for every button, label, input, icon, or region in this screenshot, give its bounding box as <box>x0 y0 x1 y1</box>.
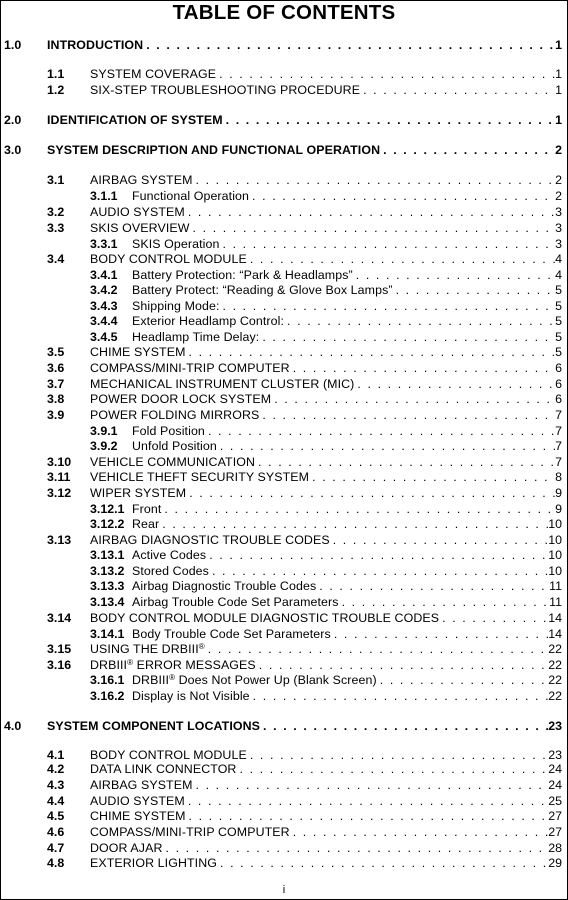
toc-number: 4.0 <box>4 719 22 733</box>
toc-number: 3.4.1 <box>90 268 118 282</box>
toc-number: 3.2 <box>47 205 65 219</box>
toc-page-number: 4 <box>555 268 562 282</box>
dot-leader <box>186 344 556 360</box>
toc-page-number: 2 <box>555 189 562 203</box>
toc-title: Airbag Diagnostic Trouble Codes <box>132 579 317 593</box>
toc-page-number: 3 <box>555 237 562 251</box>
toc-number: 4.7 <box>47 841 65 855</box>
toc-subitem <box>90 547 562 563</box>
toc-page-number: 10 <box>548 533 562 547</box>
toc-number: 3.8 <box>47 392 65 406</box>
dot-leader <box>393 282 556 298</box>
toc-title: BODY CONTROL MODULE <box>90 748 247 762</box>
toc-page-number: 11 <box>549 595 562 609</box>
dot-leader <box>284 313 555 329</box>
toc-number: 3.15 <box>47 642 72 656</box>
toc-page-number: 10 <box>548 548 562 562</box>
toc-number: 3.0 <box>4 143 22 157</box>
toc-title: Headlamp Time Delay: <box>132 330 260 344</box>
dot-leader <box>290 824 548 840</box>
toc-item <box>47 220 562 236</box>
dot-leader <box>220 298 556 314</box>
toc-title: AIRBAG SYSTEM <box>90 778 193 792</box>
toc-number: 3.1.1 <box>90 189 118 203</box>
toc-title: SYSTEM COVERAGE <box>90 67 217 81</box>
toc-number: 3.14 <box>47 611 72 625</box>
toc-title: SIX-STEP TROUBLESHOOTING PROCEDURE <box>90 83 361 97</box>
toc-page-number: 10 <box>548 564 562 578</box>
toc-title: Battery Protection: “Park & Headlamps” <box>132 268 353 282</box>
toc-title: VEHICLE COMMUNICATION <box>90 455 256 469</box>
toc-page-number: 22 <box>548 658 562 672</box>
toc-number: 3.1 <box>47 173 65 187</box>
toc-title: DRBIII® Does Not Power Up (Blank Screen) <box>132 673 377 687</box>
toc-page-number: 24 <box>548 762 562 776</box>
toc-item <box>47 376 562 392</box>
dot-leader <box>193 777 549 793</box>
toc-number: 1.0 <box>4 38 22 52</box>
toc-item <box>47 454 562 470</box>
toc-page-number: 14 <box>548 627 562 641</box>
dot-leader <box>205 423 555 439</box>
toc-title: CHIME SYSTEM <box>90 345 186 359</box>
toc-number: 3.16.1 <box>90 673 125 687</box>
toc-number: 3.13.1 <box>90 548 125 562</box>
dot-leader <box>220 236 556 252</box>
toc-page-number: 7 <box>555 408 562 422</box>
toc-item <box>47 469 562 485</box>
toc-page-number: 1 <box>555 38 562 52</box>
toc-subitem <box>90 282 562 298</box>
dot-leader <box>186 808 549 824</box>
toc-title: BODY CONTROL MODULE <box>90 252 247 266</box>
toc-section <box>4 142 562 158</box>
dot-leader <box>190 220 556 236</box>
toc-page-number: 9 <box>555 502 562 516</box>
toc-item <box>47 66 562 82</box>
toc-page-number: 6 <box>555 392 562 406</box>
toc-item <box>47 172 562 188</box>
toc-item <box>47 793 562 809</box>
dot-leader <box>185 204 555 220</box>
dot-leader <box>209 563 548 579</box>
toc-item <box>47 485 562 501</box>
toc-page-number: 1 <box>555 83 562 97</box>
toc-title: Exterior Headlamp Control: <box>132 314 285 328</box>
toc-title: SKIS Operation <box>132 237 220 251</box>
toc-number: 3.3 <box>47 221 65 235</box>
toc-page-number: 6 <box>555 377 562 391</box>
toc-subitem <box>90 516 562 532</box>
toc-number: 4.8 <box>47 856 65 870</box>
toc-page-number: 4 <box>555 252 562 266</box>
dot-leader <box>354 376 555 392</box>
toc-title: Front <box>132 502 162 516</box>
toc-number: 3.4.4 <box>90 314 118 328</box>
toc-number: 4.2 <box>47 762 65 776</box>
toc-item <box>47 204 562 220</box>
dot-leader <box>163 840 549 856</box>
toc-number: 4.1 <box>47 748 65 762</box>
toc-title: AUDIO SYSTEM <box>90 794 185 808</box>
toc-title: BODY CONTROL MODULE DIAGNOSTIC TROUBLE CODES <box>90 611 440 625</box>
toc-page-number: 7 <box>555 424 562 438</box>
toc-page-number: 27 <box>548 825 562 839</box>
toc-title: Display is Not Visible <box>132 689 250 703</box>
toc-page-number: 29 <box>548 856 562 870</box>
toc-item <box>47 777 562 793</box>
toc-title: CHIME SYSTEM <box>90 809 186 823</box>
toc-title: POWER FOLDING MIRRORS <box>90 408 260 422</box>
toc-number: 4.3 <box>47 778 65 792</box>
toc-subitem <box>90 578 562 594</box>
toc-item <box>47 82 562 98</box>
toc-number: 3.4 <box>47 252 65 266</box>
toc-page-number: 7 <box>555 455 562 469</box>
toc-title: DATA LINK CONNECTOR <box>90 762 237 776</box>
toc-page-number: 27 <box>548 809 562 823</box>
toc-page-number: 22 <box>548 642 562 656</box>
toc-page-number: 22 <box>548 673 562 687</box>
toc-page-number: 3 <box>555 205 562 219</box>
toc-page-number: 5 <box>555 299 562 313</box>
toc-number: 4.6 <box>47 825 65 839</box>
toc-item <box>47 391 562 407</box>
toc-item <box>47 840 562 856</box>
dot-leader <box>339 594 550 610</box>
toc-page-number: 2 <box>555 143 562 157</box>
dot-leader <box>290 360 555 376</box>
toc-page-number: 24 <box>548 778 562 792</box>
dot-leader <box>186 485 555 501</box>
toc-subitem <box>90 501 562 517</box>
dot-leader <box>217 438 555 454</box>
dot-leader <box>161 501 555 517</box>
toc-item <box>47 808 562 824</box>
toc-item <box>47 641 562 657</box>
toc-subitem <box>90 438 562 454</box>
toc-number: 1.1 <box>47 67 65 81</box>
toc-number: 3.9.2 <box>90 439 118 453</box>
dot-leader <box>185 793 548 809</box>
toc-title: VEHICLE THEFT SECURITY SYSTEM <box>90 470 310 484</box>
toc-title: Battery Protect: “Reading & Glove Box Lamps” <box>132 283 393 297</box>
toc-section <box>4 112 562 128</box>
toc-title: Fold Position <box>132 424 205 438</box>
toc-item <box>47 360 562 376</box>
toc-page-number: 9 <box>555 486 562 500</box>
toc-title: DRBIII® ERROR MESSAGES <box>90 658 256 672</box>
toc-subitem <box>90 313 562 329</box>
toc-number: 3.12.2 <box>90 517 125 531</box>
toc-item <box>47 657 562 673</box>
toc-title: DOOR AJAR <box>90 841 163 855</box>
toc-title: Body Trouble Code Set Parameters <box>132 627 331 641</box>
toc-number: 3.13.2 <box>90 564 125 578</box>
toc-page-number: 1 <box>555 67 562 81</box>
toc-title: INTRODUCTION <box>47 38 144 52</box>
dot-leader <box>330 532 548 548</box>
toc-title: SKIS OVERVIEW <box>90 221 190 235</box>
toc-number: 3.13 <box>47 533 72 547</box>
toc-subitem <box>90 688 562 704</box>
dot-leader <box>247 251 555 267</box>
page-number: i <box>282 884 286 896</box>
toc-page-number: 11 <box>549 579 562 593</box>
dot-leader <box>260 718 548 734</box>
toc-subitem <box>90 423 562 439</box>
toc-page-number: 25 <box>548 794 562 808</box>
toc-page-number: 7 <box>555 439 562 453</box>
toc-section <box>4 718 562 734</box>
toc-page-number: 5 <box>555 345 562 359</box>
toc-title: MECHANICAL INSTRUMENT CLUSTER (MIC) <box>90 377 355 391</box>
dot-leader <box>309 469 555 485</box>
dot-leader <box>256 657 548 673</box>
toc-number: 3.14.1 <box>90 627 125 641</box>
toc-page-number: 5 <box>555 330 562 344</box>
toc-page-number: 28 <box>548 841 562 855</box>
toc-subitem <box>90 188 562 204</box>
toc-subitem <box>90 298 562 314</box>
toc-page-number: 22 <box>548 689 562 703</box>
dot-leader <box>271 391 555 407</box>
page-title: TABLE OF CONTENTS <box>172 1 396 24</box>
dot-leader <box>216 66 555 82</box>
dot-leader <box>377 672 548 688</box>
toc-number: 3.4.3 <box>90 299 118 313</box>
toc-number: 4.5 <box>47 809 65 823</box>
toc-title: SYSTEM COMPONENT LOCATIONS <box>47 719 261 733</box>
toc-page-number: 10 <box>548 517 562 531</box>
toc-number: 3.7 <box>47 377 65 391</box>
toc-title: Active Codes <box>132 548 207 562</box>
toc-number: 3.13.4 <box>90 595 125 609</box>
dot-leader <box>159 516 548 532</box>
toc-subitem <box>90 563 562 579</box>
toc-title: AUDIO SYSTEM <box>90 205 185 219</box>
toc-title: Stored Codes <box>132 564 209 578</box>
toc-number: 3.12 <box>47 486 72 500</box>
toc-subitem <box>90 267 562 283</box>
toc-page-number: 14 <box>548 611 562 625</box>
toc-number: 3.9.1 <box>90 424 118 438</box>
toc-page-number: 23 <box>548 748 562 762</box>
toc-number: 3.4.5 <box>90 330 118 344</box>
toc-subitem <box>90 236 562 252</box>
toc-page-number: 23 <box>548 719 562 733</box>
toc-page-number: 6 <box>555 361 562 375</box>
toc-subitem <box>90 594 562 610</box>
dot-leader <box>236 761 548 777</box>
toc-item <box>47 824 562 840</box>
toc-title: Rear <box>132 517 160 531</box>
toc-item <box>47 532 562 548</box>
toc-title: AIRBAG SYSTEM <box>90 173 193 187</box>
toc-number: 3.16 <box>47 658 72 672</box>
dot-leader <box>255 454 555 470</box>
toc-page-number: 8 <box>555 470 562 484</box>
dot-leader <box>250 688 549 704</box>
toc-subitem <box>90 626 562 642</box>
toc-item <box>47 251 562 267</box>
dot-leader <box>380 142 555 158</box>
toc-title: SYSTEM DESCRIPTION AND FUNCTIONAL OPERATION <box>47 143 381 157</box>
toc-title: Shipping Mode: <box>132 299 220 313</box>
dot-leader <box>259 329 555 345</box>
dot-leader <box>331 626 548 642</box>
toc-title: COMPASS/MINI-TRIP COMPUTER <box>90 825 290 839</box>
toc-title: Airbag Trouble Code Set Parameters <box>132 595 339 609</box>
toc-title: WIPER SYSTEM <box>90 486 187 500</box>
dot-leader <box>205 641 548 657</box>
toc-number: 4.4 <box>47 794 65 808</box>
toc-number: 3.4.2 <box>90 283 118 297</box>
toc-number: 3.11 <box>47 470 71 484</box>
toc-page-number: 5 <box>555 283 562 297</box>
toc-page-number: 3 <box>555 221 562 235</box>
toc-title: USING THE DRBIII® <box>90 642 205 656</box>
toc-title: Unfold Position <box>132 439 217 453</box>
toc-number: 1.2 <box>47 83 65 97</box>
toc-subitem <box>90 329 562 345</box>
toc-title: AIRBAG DIAGNOSTIC TROUBLE CODES <box>90 533 330 547</box>
toc-page-number: 5 <box>555 314 562 328</box>
dot-leader <box>316 578 549 594</box>
dot-leader <box>217 855 548 871</box>
toc-page-number: 2 <box>555 173 562 187</box>
toc-number: 3.16.2 <box>90 689 125 703</box>
toc-subitem <box>90 672 562 688</box>
toc-title: Functional Operation <box>132 189 250 203</box>
toc-item <box>47 855 562 871</box>
toc-item <box>47 407 562 423</box>
toc-number: 3.12.1 <box>90 502 125 516</box>
toc-page-number: 1 <box>555 113 562 127</box>
dot-leader <box>223 112 555 128</box>
toc-title: COMPASS/MINI-TRIP COMPUTER <box>90 361 290 375</box>
dot-leader <box>193 172 556 188</box>
toc-number: 3.3.1 <box>90 237 118 251</box>
toc-number: 3.13.3 <box>90 579 125 593</box>
dot-leader <box>353 267 555 283</box>
toc-section <box>4 37 562 53</box>
toc-title: IDENTIFICATION OF SYSTEM <box>47 113 223 127</box>
toc-number: 2.0 <box>4 113 22 127</box>
toc-item <box>47 344 562 360</box>
toc-item <box>47 610 562 626</box>
toc-number: 3.9 <box>47 408 65 422</box>
dot-leader <box>360 82 555 98</box>
dot-leader <box>206 547 548 563</box>
toc-title: EXTERIOR LIGHTING <box>90 856 217 870</box>
dot-leader <box>259 407 555 423</box>
dot-leader <box>439 610 548 626</box>
toc-number: 3.5 <box>47 345 65 359</box>
toc-item <box>47 761 562 777</box>
toc-number: 3.6 <box>47 361 65 375</box>
toc-number: 3.10 <box>47 455 72 469</box>
dot-leader <box>249 188 555 204</box>
toc-title: POWER DOOR LOCK SYSTEM <box>90 392 272 406</box>
dot-leader <box>143 37 555 53</box>
